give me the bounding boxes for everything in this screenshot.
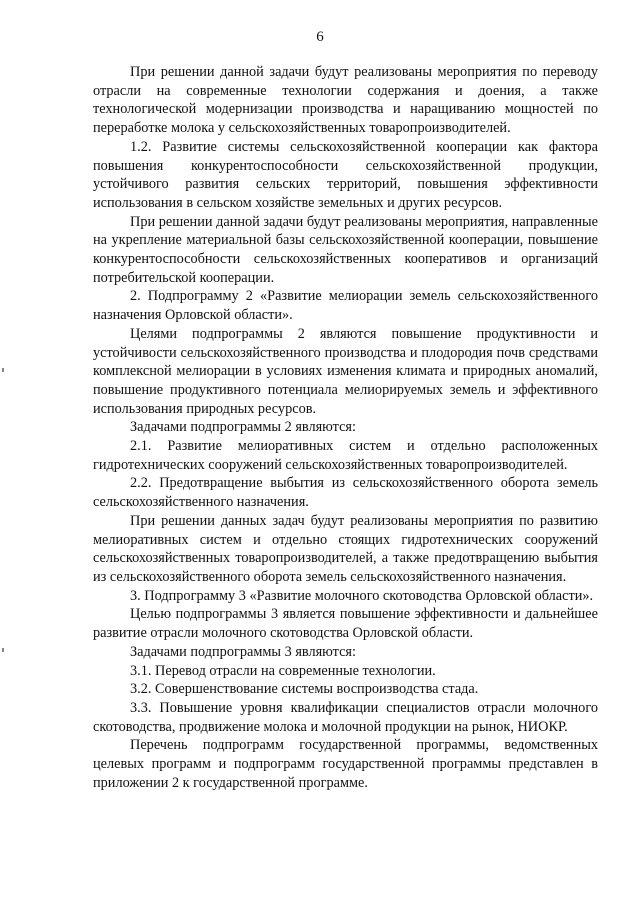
- paragraph: 2. Подпрограмму 2 «Развитие мелиорации земель сельскохозяйственного назначения Орловской области».: [93, 288, 598, 324]
- paragraph: При решении данных задач будут реализованы мероприятия по развитию мелиоративных систем и отдельно стоящих гидротехнических сооружений сельскохозяйственных товаропроизводителей, а также предотвращению выбытия из сельскохозяйственного оборота земель сельскохозяйственного назначения.: [93, 512, 598, 585]
- page-number: 6: [316, 29, 324, 45]
- paragraph: 1.2. Развитие системы сельскохозяйственной кооперации как фактора повышения конкурентоспособности сельскохозяйственной продукции, устойчивого развития сельских территорий, повышения эффективности использования в сельском хозяйстве земельных и других ресурсов.: [93, 138, 598, 211]
- document-body: [93, 63, 598, 792]
- paragraph: 3.2. Совершенствование системы воспроизводства стада.: [130, 681, 479, 698]
- paragraph: 2.2. Предотвращение выбытия из сельскохозяйственного оборота земель сельскохозяйственного назначения.: [93, 475, 598, 511]
- paragraph: Перечень подпрограмм государственной программы, ведомственных целевых программ и подпрограмм государственной программы представлен в приложении 2 к государственной программе.: [93, 737, 598, 791]
- paragraph: Задачами подпрограммы 3 являются:: [130, 643, 356, 660]
- paragraph: 3.1. Перевод отрасли на современные технологии.: [130, 662, 436, 679]
- paragraph: Целями подпрограммы 2 являются повышение продуктивности и устойчивости сельскохозяйственного производства и плодородия почв средствами комплексной мелиорации в условиях изменения климата и природных аномалий, повышение продуктивного потенциала мелиорируемых земель и эффективного использования природных ресурсов.: [93, 325, 598, 417]
- scan-mark: [2, 368, 4, 372]
- paragraph: Целью подпрограммы 3 является повышение эффективности и дальнейшее развитие отрасли молочного скотоводства Орловской области.: [93, 606, 598, 642]
- paragraph: При решении данной задачи будут реализованы мероприятия по переводу отрасли на современные технологии содержания и доения, а также технологической модернизации производства и наращиванию мощностей по переработке молока у сельскохозяйственных товаропроизводителей.: [93, 64, 598, 137]
- paragraph: При решении данной задачи будут реализованы мероприятия, направленные на укрепление материальной базы сельскохозяйственной кооперации, повышение конкурентоспособности сельскохозяйственных кооперативов и организаций потребительской кооперации.: [93, 213, 599, 286]
- paragraph: 3. Подпрограмму 3 «Развитие молочного скотоводства Орловской области».: [130, 587, 594, 604]
- scan-mark: [2, 648, 4, 652]
- paragraph: 2.1. Развитие мелиоративных систем и отдельно расположенных гидротехнических сооружений сельскохозяйственных товаропроизводителей.: [93, 438, 598, 473]
- paragraph: 3.3. Повышение уровня квалификации специалистов отрасли молочного скотоводства, продвижение молока и молочной продукции на рынок, НИОКР.: [93, 699, 598, 735]
- paragraph: Задачами подпрограммы 2 являются:: [130, 419, 356, 436]
